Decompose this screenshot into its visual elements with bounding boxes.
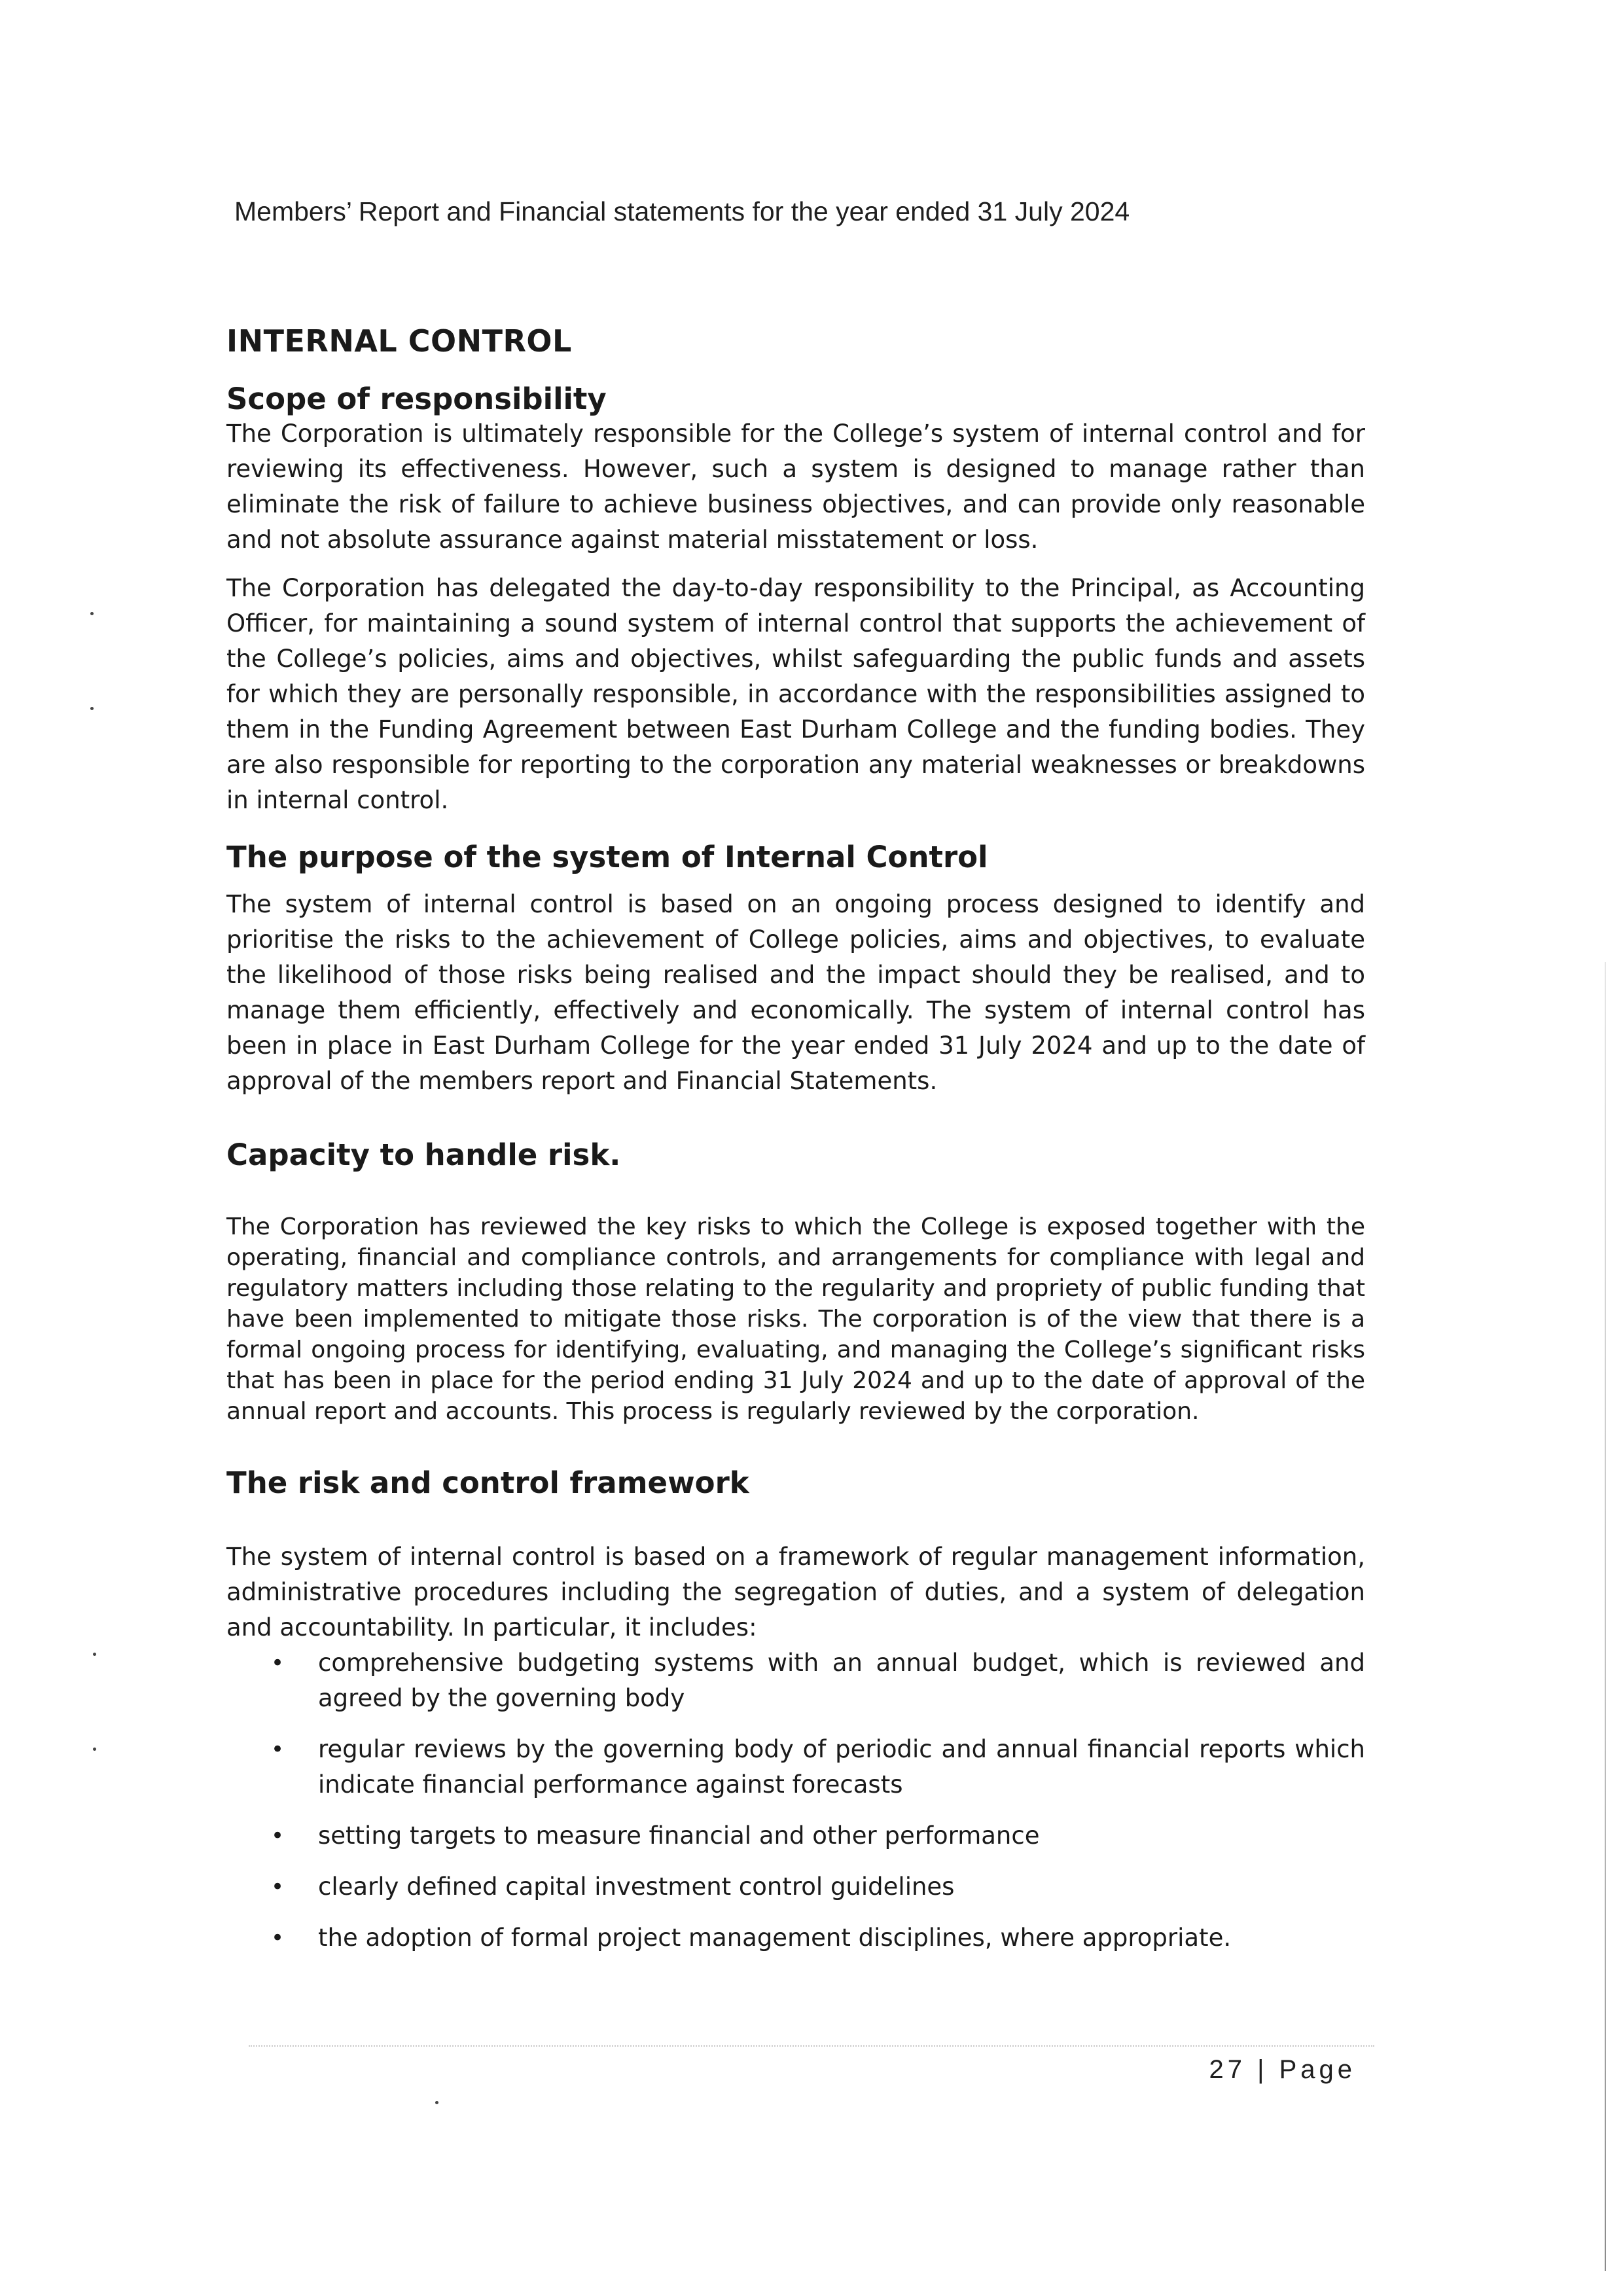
bullet-icon: •: [271, 1736, 285, 1763]
paragraph: The Corporation has reviewed the key risks to which the College is exposed together with the operating, financial and compliance controls, and arrangements for compliance with legal and regulatory matters including those relating to the regularity and propriety of public funding that have been implemented to mitigate those risks. The corporation is of the view that there is a formal ongoing process for identifying, evaluating, and managing the College’s significant risks that has been in place for the period ending 31 July 2024 and up to the date of approval of the annual report and accounts. This process is regularly reviewed by the corporation.: [226, 1213, 1365, 1426]
scan-speck: [93, 1653, 96, 1656]
scan-speck: [90, 612, 94, 615]
section-heading-framework: The risk and control framework: [226, 1465, 749, 1501]
section-heading-scope: Scope of responsibility: [226, 381, 607, 416]
list-item: • regular reviews by the governing body of periodic and annual financial reports which indicate financial performance against forecasts: [226, 1732, 1365, 1803]
list-item: • setting targets to measure financial and other performance: [226, 1818, 1365, 1854]
list-item: • the adoption of formal project management disciplines, where appropriate.: [226, 1920, 1365, 1956]
bullet-icon: •: [271, 1873, 285, 1900]
section-heading-purpose: The purpose of the system of Internal Control: [226, 839, 988, 874]
scan-speck: [93, 1748, 96, 1751]
section-heading-capacity: Capacity to handle risk.: [226, 1138, 621, 1173]
bullet-icon: •: [271, 1924, 285, 1951]
page-number: 27 | Page: [1209, 2055, 1356, 2084]
paragraph: The Corporation has delegated the day-to-day responsibility to the Principal, as Accounting Officer, for maintaining a sound system of internal control that supports the achievement of the College’s policies, aims and objectives, whilst safeguarding the public funds and assets for which they are personally responsible, in accordance with the responsibilities assigned to them in the Funding Agreement between East Durham College and the funding bodies. They are also responsible for reporting to the corporation any material weaknesses or breakdowns in internal control.: [226, 573, 1365, 814]
scan-speck: [435, 2101, 438, 2104]
list-item: • clearly defined capital investment control guidelines: [226, 1869, 1365, 1905]
running-header: Members’ Report and Financial statements for the year ended 31 July 2024: [234, 196, 1130, 226]
paragraph: The Corporation is ultimately responsible for the College’s system of internal control and for reviewing its effectiveness. However, such a system is designed to manage rather than eliminate the risk of failure to achieve business objectives, and can provide only reasonable and not absolute assurance against material misstatement or loss.: [226, 419, 1365, 554]
page-title: INTERNAL CONTROL: [226, 323, 572, 359]
scan-edge-line: [1605, 962, 1606, 2271]
footer-divider: [249, 2045, 1374, 2047]
scan-speck: [90, 707, 94, 710]
paragraph: The system of internal control is based on a framework of regular management information, administrative procedures including the segregation of duties, and a system of delegation and accountability. In particular, it includes:: [226, 1542, 1365, 1641]
document-body: [226, 324, 1365, 1971]
bullet-icon: •: [271, 1822, 285, 1849]
paragraph: The system of internal control is based on an ongoing process designed to identify and prioritise the risks to the achievement of College policies, aims and objectives, to evaluate the likelihood of those risks being realised and the impact should they be realised, and to manage them efficiently, effectively and economically. The system of internal control has been in place in East Durham College for the year ended 31 July 2024 and up to the date of approval of the members report and Financial Statements.: [226, 890, 1365, 1096]
bullet-icon: •: [271, 1649, 285, 1676]
list-item: • comprehensive budgeting systems with an annual budget, which is reviewed and agreed by the governing body: [226, 1645, 1365, 1716]
bullet-list: [226, 1645, 1365, 1956]
